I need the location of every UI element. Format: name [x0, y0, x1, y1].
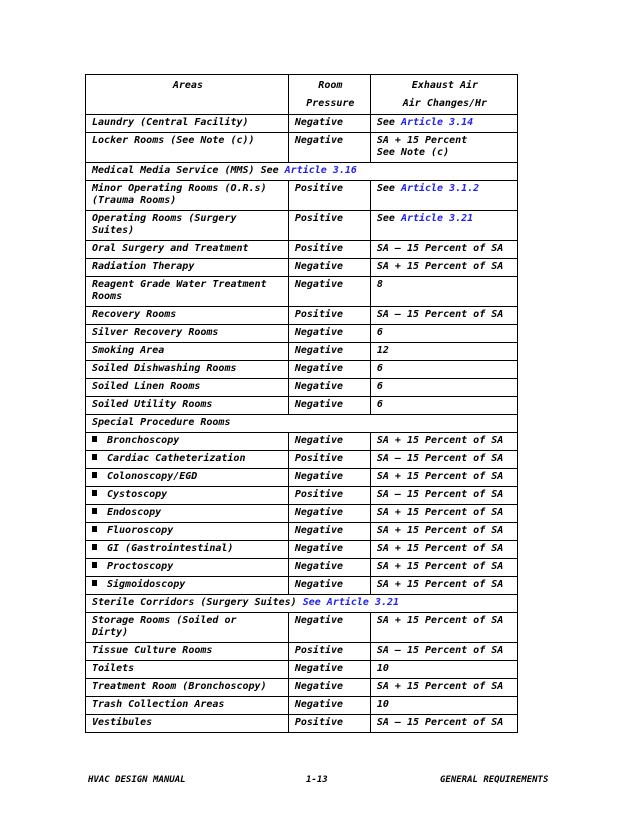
area-name: Bronchoscopy — [107, 435, 180, 446]
table-row — [86, 163, 518, 181]
exhaust-cell — [370, 523, 517, 541]
area-name: Soiled Linen Rooms — [92, 381, 201, 392]
section-label: Medical Media Service (MMS) See — [92, 165, 285, 176]
table-row — [86, 277, 518, 307]
room-pressure: Negative — [294, 525, 344, 536]
exhaust-cell — [370, 325, 517, 343]
area-name-cont: Rooms — [92, 291, 123, 302]
exhaust-cell — [370, 661, 517, 679]
area-cell — [86, 613, 289, 643]
area-cell — [86, 397, 289, 415]
exhaust-value: SA + 15 Percent of SA — [376, 615, 504, 626]
table-header-row — [86, 75, 518, 115]
exhaust-value: SA + 15 Percent of SA — [376, 435, 504, 446]
area-cell — [86, 277, 289, 307]
article-reference: Article 3.14 — [400, 117, 474, 128]
pressure-cell — [288, 241, 370, 259]
pressure-cell — [288, 523, 370, 541]
header-exhaust-line2: Air Changes/Hr — [402, 98, 488, 109]
area-name: Proctoscopy — [107, 561, 174, 572]
article-reference: Article 3.21 — [400, 213, 474, 224]
room-pressure: Positive — [294, 183, 344, 194]
room-pressure: Negative — [294, 363, 344, 374]
exhaust-value: 6 — [376, 381, 383, 392]
exhaust-value: SA + 15 Percent of SA — [376, 507, 504, 518]
area-cell — [86, 541, 289, 559]
header-room-line1: Room — [318, 80, 343, 91]
footer-manual-title: HVAC DESIGN MANUAL — [88, 775, 186, 785]
pressure-cell — [288, 397, 370, 415]
room-pressure: Negative — [294, 435, 344, 446]
area-cell — [86, 133, 289, 163]
area-name: Sigmoidoscopy — [107, 579, 186, 590]
table-body — [86, 115, 518, 733]
room-pressure: Negative — [294, 471, 344, 482]
table-row — [86, 523, 518, 541]
pressure-cell — [288, 379, 370, 397]
exhaust-value: SA + 15 Percent of SA — [376, 543, 504, 554]
pressure-cell — [288, 643, 370, 661]
exhaust-value: 6 — [376, 363, 383, 374]
table-row — [86, 241, 518, 259]
room-pressure: Negative — [294, 381, 344, 392]
exhaust-cell — [370, 307, 517, 325]
header-exhaust-line1: Exhaust Air — [411, 80, 479, 91]
area-name: Cystoscopy — [107, 489, 168, 500]
pressure-cell — [288, 505, 370, 523]
header-areas-label: Areas — [172, 80, 203, 91]
exhaust-value: SA + 15 Percent — [376, 135, 468, 146]
exhaust-cell — [370, 613, 517, 643]
pressure-cell — [288, 259, 370, 277]
exhaust-value: SA – 15 Percent of SA — [376, 453, 504, 464]
table-row — [86, 595, 518, 613]
area-name: Soiled Utility Rooms — [92, 399, 213, 410]
section-cell — [86, 595, 518, 613]
room-pressure: Positive — [294, 645, 344, 656]
area-cell — [86, 697, 289, 715]
area-cell — [86, 577, 289, 595]
table-row — [86, 613, 518, 643]
area-name: Toilets — [92, 663, 135, 674]
table-row — [86, 505, 518, 523]
exhaust-value: See — [376, 213, 401, 224]
ventilation-table — [85, 74, 518, 733]
section-cell — [86, 163, 518, 181]
exhaust-value: SA – 15 Percent of SA — [376, 645, 504, 656]
exhaust-value: SA + 15 Percent of SA — [376, 579, 504, 590]
exhaust-cell — [370, 241, 517, 259]
header-exhaust-air — [370, 75, 517, 115]
area-cell — [86, 559, 289, 577]
exhaust-value: 6 — [376, 327, 383, 338]
exhaust-cell — [370, 715, 517, 733]
exhaust-cell — [370, 259, 517, 277]
pressure-cell — [288, 577, 370, 595]
pressure-cell — [288, 661, 370, 679]
area-name: Vestibules — [92, 717, 153, 728]
bullet-icon — [92, 436, 97, 442]
area-cell — [86, 679, 289, 697]
article-reference: See Article 3.21 — [302, 597, 400, 608]
room-pressure: Negative — [294, 615, 344, 626]
table-row — [86, 343, 518, 361]
pressure-cell — [288, 211, 370, 241]
table-row — [86, 643, 518, 661]
pressure-cell — [288, 679, 370, 697]
exhaust-value: 6 — [376, 399, 383, 410]
table-row — [86, 541, 518, 559]
bullet-icon — [92, 472, 97, 478]
area-name: Silver Recovery Rooms — [92, 327, 219, 338]
exhaust-cell — [370, 133, 517, 163]
room-pressure: Negative — [294, 279, 344, 290]
area-cell — [86, 451, 289, 469]
exhaust-value: 8 — [376, 279, 383, 290]
table-row — [86, 325, 518, 343]
table-row — [86, 433, 518, 451]
room-pressure: Negative — [294, 261, 344, 272]
bullet-icon — [92, 508, 97, 514]
area-cell — [86, 211, 289, 241]
area-name: Laundry (Central Facility) — [92, 117, 249, 128]
exhaust-value: See — [376, 183, 401, 194]
exhaust-cell — [370, 559, 517, 577]
exhaust-cell — [370, 277, 517, 307]
room-pressure: Negative — [294, 507, 344, 518]
area-cell — [86, 469, 289, 487]
area-name: Treatment Room (Bronchoscopy) — [92, 681, 267, 692]
header-areas — [86, 75, 289, 115]
exhaust-cell — [370, 433, 517, 451]
area-name-cont: (Trauma Rooms) — [92, 195, 177, 206]
bullet-icon — [92, 490, 97, 496]
table-row — [86, 469, 518, 487]
table-row — [86, 697, 518, 715]
pressure-cell — [288, 307, 370, 325]
exhaust-note: See Note (c) — [376, 147, 450, 158]
header-room-pressure — [288, 75, 370, 115]
exhaust-cell — [370, 181, 517, 211]
area-name: Smoking Area — [92, 345, 165, 356]
area-name: Fluoroscopy — [107, 525, 174, 536]
table-row — [86, 577, 518, 595]
exhaust-value: SA – 15 Percent of SA — [376, 243, 504, 254]
area-name: Reagent Grade Water Treatment — [92, 279, 267, 290]
exhaust-value: 10 — [376, 699, 389, 710]
pressure-cell — [288, 433, 370, 451]
table-row — [86, 133, 518, 163]
area-cell — [86, 505, 289, 523]
pressure-cell — [288, 361, 370, 379]
exhaust-cell — [370, 469, 517, 487]
article-reference: Article 3.1.2 — [400, 183, 480, 194]
exhaust-value: SA + 15 Percent of SA — [376, 261, 504, 272]
table-row — [86, 679, 518, 697]
table-row — [86, 715, 518, 733]
room-pressure: Positive — [294, 309, 344, 320]
pressure-cell — [288, 469, 370, 487]
table-row — [86, 661, 518, 679]
pressure-cell — [288, 325, 370, 343]
area-name: Operating Rooms (Surgery — [92, 213, 237, 224]
area-name: Trash Collection Areas — [92, 699, 225, 710]
pressure-cell — [288, 487, 370, 505]
area-cell — [86, 241, 289, 259]
exhaust-value: 10 — [376, 663, 389, 674]
table-row — [86, 487, 518, 505]
footer-page-number: 1-13 — [306, 775, 328, 785]
room-pressure: Negative — [294, 135, 344, 146]
pressure-cell — [288, 697, 370, 715]
area-cell — [86, 259, 289, 277]
room-pressure: Negative — [294, 663, 344, 674]
header-room-line2: Pressure — [306, 98, 355, 109]
area-name: Oral Surgery and Treatment — [92, 243, 249, 254]
room-pressure: Positive — [294, 243, 344, 254]
exhaust-value: SA + 15 Percent of SA — [376, 561, 504, 572]
exhaust-cell — [370, 577, 517, 595]
section-label: Special Procedure Rooms — [92, 417, 231, 428]
area-name: Soiled Dishwashing Rooms — [92, 363, 237, 374]
pressure-cell — [288, 277, 370, 307]
area-name: Recovery Rooms — [92, 309, 177, 320]
table-row — [86, 361, 518, 379]
pressure-cell — [288, 451, 370, 469]
area-name: Minor Operating Rooms (O.R.s) — [92, 183, 267, 194]
exhaust-value: SA – 15 Percent of SA — [376, 717, 504, 728]
area-name: Tissue Culture Rooms — [92, 645, 213, 656]
room-pressure: Negative — [294, 699, 344, 710]
pressure-cell — [288, 115, 370, 133]
area-cell — [86, 643, 289, 661]
bullet-icon — [92, 580, 97, 586]
area-cell — [86, 325, 289, 343]
area-name: Endoscopy — [107, 507, 162, 518]
pressure-cell — [288, 541, 370, 559]
bullet-icon — [92, 562, 97, 568]
exhaust-cell — [370, 379, 517, 397]
table-row — [86, 397, 518, 415]
table-row — [86, 211, 518, 241]
table-row — [86, 559, 518, 577]
room-pressure: Positive — [294, 489, 344, 500]
room-pressure: Positive — [294, 213, 344, 224]
exhaust-value: SA + 15 Percent of SA — [376, 471, 504, 482]
room-pressure: Negative — [294, 681, 344, 692]
exhaust-value: SA + 15 Percent of SA — [376, 525, 504, 536]
area-cell — [86, 343, 289, 361]
area-cell — [86, 379, 289, 397]
pressure-cell — [288, 181, 370, 211]
room-pressure: Negative — [294, 117, 344, 128]
section-cell — [86, 415, 518, 433]
room-pressure: Negative — [294, 579, 344, 590]
exhaust-value: SA – 15 Percent of SA — [376, 309, 504, 320]
room-pressure: Positive — [294, 717, 344, 728]
room-pressure: Negative — [294, 399, 344, 410]
article-reference: Article 3.16 — [284, 165, 357, 176]
bullet-icon — [92, 526, 97, 532]
area-name: Storage Rooms (Soiled or — [92, 615, 237, 626]
area-cell — [86, 523, 289, 541]
exhaust-cell — [370, 397, 517, 415]
area-name: Locker Rooms (See Note (c)) — [92, 135, 255, 146]
room-pressure: Positive — [294, 453, 344, 464]
table-row — [86, 379, 518, 397]
exhaust-value: 12 — [376, 345, 389, 356]
area-name: Radiation Therapy — [92, 261, 195, 272]
exhaust-cell — [370, 679, 517, 697]
area-cell — [86, 715, 289, 733]
area-cell — [86, 487, 289, 505]
table-row — [86, 307, 518, 325]
area-name: Cardiac Catheterization — [107, 453, 246, 464]
section-label: Sterile Corridors (Surgery Suites) — [92, 597, 303, 608]
exhaust-cell — [370, 361, 517, 379]
table-row — [86, 181, 518, 211]
area-cell — [86, 307, 289, 325]
room-pressure: Negative — [294, 561, 344, 572]
pressure-cell — [288, 715, 370, 733]
exhaust-cell — [370, 505, 517, 523]
room-pressure: Negative — [294, 543, 344, 554]
pressure-cell — [288, 343, 370, 361]
exhaust-cell — [370, 211, 517, 241]
exhaust-cell — [370, 343, 517, 361]
table-row — [86, 259, 518, 277]
exhaust-cell — [370, 541, 517, 559]
table-row — [86, 415, 518, 433]
table-row — [86, 451, 518, 469]
area-cell — [86, 181, 289, 211]
bullet-icon — [92, 454, 97, 460]
area-name: GI (Gastrointestinal) — [107, 543, 234, 554]
bullet-icon — [92, 544, 97, 550]
pressure-cell — [288, 613, 370, 643]
pressure-cell — [288, 133, 370, 163]
area-name-cont: Dirty) — [92, 627, 129, 638]
area-cell — [86, 115, 289, 133]
exhaust-value: See — [376, 117, 401, 128]
pressure-cell — [288, 559, 370, 577]
area-cell — [86, 433, 289, 451]
exhaust-cell — [370, 697, 517, 715]
exhaust-cell — [370, 643, 517, 661]
exhaust-cell — [370, 451, 517, 469]
footer-section-title: GENERAL REQUIREMENTS — [440, 775, 549, 785]
room-pressure: Negative — [294, 327, 344, 338]
area-cell — [86, 661, 289, 679]
area-name-cont: Suites) — [92, 225, 135, 236]
table-row — [86, 115, 518, 133]
exhaust-value: SA – 15 Percent of SA — [376, 489, 504, 500]
area-cell — [86, 361, 289, 379]
exhaust-cell — [370, 487, 517, 505]
exhaust-value: SA + 15 Percent of SA — [376, 681, 504, 692]
area-name: Colonoscopy/EGD — [107, 471, 198, 482]
room-pressure: Negative — [294, 345, 344, 356]
exhaust-cell — [370, 115, 517, 133]
